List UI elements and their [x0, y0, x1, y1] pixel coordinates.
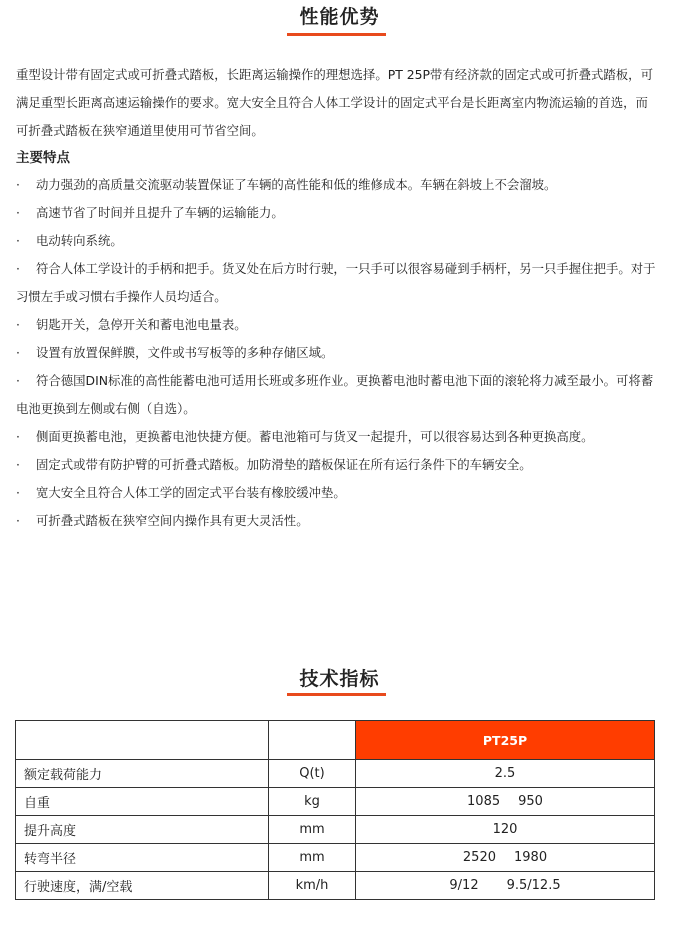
- row-value: 1085 950: [356, 788, 655, 816]
- bullet-icon: ·: [16, 457, 20, 472]
- row-value: 2520 1980: [356, 844, 655, 872]
- header-cell-empty: [16, 721, 269, 760]
- section-title-performance: 性能优势: [299, 6, 380, 28]
- performance-content: [16, 61, 656, 535]
- table-row: [16, 844, 655, 872]
- bullet-icon: ·: [16, 177, 20, 192]
- row-label: 行驶速度，满/空载: [16, 872, 269, 900]
- bullet-icon: ·: [16, 317, 20, 332]
- table-row: [16, 816, 655, 844]
- feature-list: [16, 171, 656, 535]
- features-heading: 主要特点: [16, 150, 70, 166]
- list-item: · 钥匙开关，急停开关和蓄电池电量表。: [16, 311, 656, 339]
- row-value: 9/12 9.5/12.5: [356, 872, 655, 900]
- table-header-row: [16, 721, 655, 760]
- row-unit: mm: [269, 844, 356, 872]
- list-item: · 高速节省了时间并且提升了车辆的运输能力。: [16, 199, 656, 227]
- row-unit: mm: [269, 816, 356, 844]
- list-item: · 设置有放置保鲜膜，文件或书写板等的多种存储区域。: [16, 339, 656, 367]
- list-item: · 固定式或带有防护臂的可折叠式踏板。加防滑垫的踏板保证在所有运行条件下的车辆安全。: [16, 451, 656, 479]
- row-label: 自重: [16, 788, 269, 816]
- row-label: 提升高度: [16, 816, 269, 844]
- list-item: · 电动转向系统。: [16, 227, 656, 255]
- intro-paragraph: 重型设计带有固定式或可折叠式踏板，长距离运输操作的理想选择。PT 25P带有经济款的固定式或可折叠式踏板，可满足重型长距离高速运输操作的要求。宽大安全且符合人体工学设计的固定式平台是长距离室内物流运输的首选，而可折叠式踏板在狭窄通道里使用可节省空间。: [16, 67, 653, 138]
- bullet-icon: ·: [16, 485, 20, 500]
- bullet-icon: ·: [16, 429, 20, 444]
- bullet-icon: ·: [16, 513, 20, 528]
- bullet-icon: ·: [16, 233, 20, 248]
- list-item: · 可折叠式踏板在狭窄空间内操作具有更大灵活性。: [16, 507, 656, 535]
- row-unit: km/h: [269, 872, 356, 900]
- model-header: PT25P: [356, 721, 655, 760]
- row-value: 120: [356, 816, 655, 844]
- table-row: [16, 788, 655, 816]
- table-row: [16, 872, 655, 900]
- row-label: 转弯半径: [16, 844, 269, 872]
- table-row: [16, 760, 655, 788]
- list-item: · 侧面更换蓄电池，更换蓄电池快捷方便。蓄电池箱可与货叉一起提升，可以很容易达到各种更换高度。: [16, 423, 656, 451]
- title-underline: [287, 693, 386, 696]
- list-item: · 宽大安全且符合人体工学的固定式平台装有橡胶缓冲垫。: [16, 479, 656, 507]
- row-unit: Q(t): [269, 760, 356, 788]
- section-title-specs: 技术指标: [299, 668, 380, 690]
- spec-table: [15, 720, 655, 900]
- header-cell-empty: [269, 721, 356, 760]
- row-value: 2.5: [356, 760, 655, 788]
- list-item: · 动力强劲的高质量交流驱动装置保证了车辆的高性能和低的维修成本。车辆在斜坡上不会溜坡。: [16, 171, 656, 199]
- list-item: · 符合德国DIN标准的高性能蓄电池可适用长班或多班作业。更换蓄电池时蓄电池下面的滚轮将力减至最小。可将蓄电池更换到左侧或右侧（自选）。: [16, 367, 656, 423]
- bullet-icon: ·: [16, 205, 20, 220]
- list-item: · 符合人体工学设计的手柄和把手。货叉处在后方时行驶，一只手可以很容易碰到手柄杆，另一只手握住把手。对于习惯左手或习惯右手操作人员均适合。: [16, 255, 656, 311]
- title-underline: [287, 33, 386, 36]
- row-unit: kg: [269, 788, 356, 816]
- bullet-icon: ·: [16, 261, 20, 276]
- bullet-icon: ·: [16, 345, 20, 360]
- bullet-icon: ·: [16, 373, 20, 388]
- row-label: 额定载荷能力: [16, 760, 269, 788]
